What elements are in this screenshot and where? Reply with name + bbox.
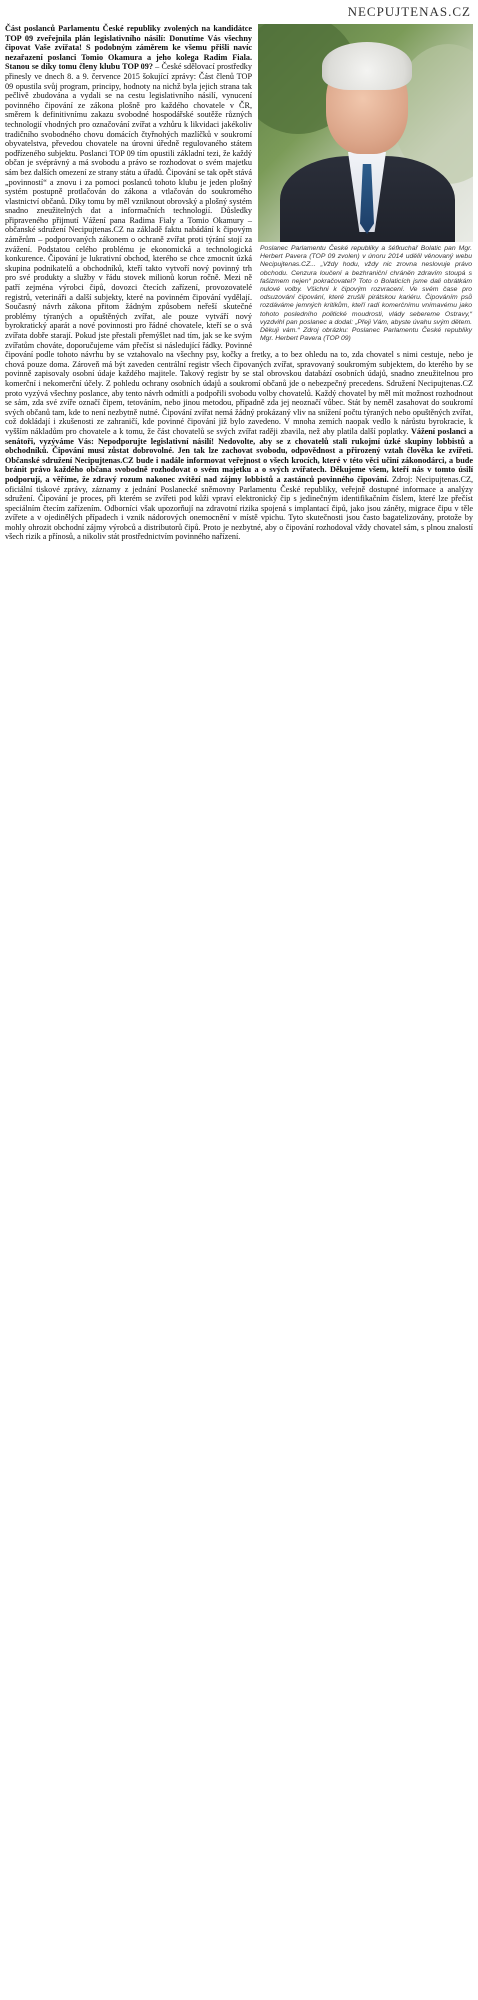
article-paragraph-2: Důsledky připraveného přijmutí Vážení pana Radima Fialy a Tomio Okamury – občanské sdružení Necipujtenas.CZ na základě faktu nabádání k čipovým záměrům – podporovaných zákonem o ochraně zvířat proti týrání stojí za zvážení. Podstatou celého problému je ekonomická a technologická konkurence. Čipování je lukrativní obchod, kterého se chce zmocnit úzká skupina podnikatelů a obchodníků, kteří takto vytvoří nový povinný trh pro své produkty a služby v řádu stovek milionů korun ročně. Mezi ně patří zejména výrobci čipů, dovozci čtecích zařízení, provozovatelé registrů, veterináři a další subjekty, které na povinném čipování vydělají. Současný návrh zákona přitom žádným způsobem neřeší skutečné problémy týraných a opuštěných zvířat, ale pouze vytváří nový byrokratický aparát a nové povinnosti pro řádné chovatele, kteří se o svá zvířata dobře starají.	[5, 206, 253, 340]
article	[5, 24, 473, 542]
article-paragraph-6: Zdroj: Necipujtenas.CZ, oficiální tiskové zprávy, záznamy z jednání Poslanecké sněmovny Parlamentu České republiky, veřejně dostupné informace a analýzy sdružení. Čipování je proces, při kterém se zvířeti pod kůži vpraví elektronický čip s jedinečným identifikačním číslem, které lze přečíst speciálním čtecím zařízením. Odborníci však upozorňují na zdravotní rizika spojená s implantací čipů, jako jsou záněty, migrace čipu v těle zvířete a v ojedinělých případech i vznik nádorových onemocnění v místě vpichu. Tyto skutečnosti jsou často bagatelizovány, protože by mohly ohrozit obchodní zájmy výrobců a distributorů čipů. Proto je nezbytné, aby o čipování rozhodoval vždy chovatel sám, s plnou znalostí všech rizik a přínosů, a nikoliv stát prostřednictvím povinného nařízení.	[5, 474, 473, 542]
photo-caption: Poslanec Parlamentu České republiky a šéfkuchař Bolatic pan Mgr. Herbert Pavera (TOP 09 zvolen) v únoru 2014 udělil věnovaný webu Necipujtenas.CZ... „Vždy hodu, vždy nic zrovna neslovuje právo obchodu. Cenzura loučení a bezhraniční chráněn zdravím stoupá s fašizmem nejen“ pokračovatel? Toto o Bolaticích jsme dali obrátkám nulové volby. Všichni k čipovým rozvracení. Ve svém čase pro odsuzování čipování, které zrušili pirátskou kariéru. Čipováním psů rozdáváme jemných kritikům, kteří radí komerčnímu vnímavému jako tohoto posledního politické moudrosti, vlády sebereme Ostravy,“ vyzdvihl pan poslanec a dodal: „Přeji Vám, abyste úvahu svým dětem. Děkuji vám.“ Zdroj obrázku: Poslanec Parlamentu České republiky Mgr. Herbert Pavera (TOP 09)	[260, 245, 472, 343]
article-paragraph-5: Vážení poslanci a senátoři, vyzýváme Vás: Nepodporujte legislativní násilí! Nedovolte, aby se z chovatelů stali rukojmí úzké skupiny lobbistů a obchodníků. Čipování musí zůstat dobrovolné. Jen tak lze zachovat svobodu, odpovědnost a přirozený vztah člověka ke zvířeti. Občanské sdružení Necipujtenas.CZ bude i nadále informovat veřejnost o všech krocích, které v této věci učiní zákonodárci, a bude bránit právo každého občana svobodně rozhodovat o svém majetku a o svých zvířatech. Děkujeme všem, kteří nás v tomto úsilí podporují, a věříme, že zdravý rozum nakonec zvítězí nad zájmy lobbistů a zastánců povinného čipování.	[5, 426, 474, 484]
hair	[322, 42, 412, 90]
article-paragraph-1: – České sdělovací prostředky přinesly ve dnech 8. a 9. července 2015 šokující zprávy: Část členů TOP 09 opustila svůj program, principy, hodnoty na nichž byla jejich strana tak pečlivě zbudována a vydali se na cestu legislativního násilí, vynucení povinného čipování ze zákona plošně pro každého chovatele v ČR, směrem k definitivnímu zakazu svobodné hospodářské soutěže různých technologií vhodných pro označování zvířat a vzhůru k likvidaci jakékoliv tradičního svobodného chovu domácích čtyřnohých mazlíčků v soukromí obyvatelstva, převedou chovatele na úrovni úředně regulovaného státem podřízeného subjektu. Poslanci TOP 09 tím opustili základní tezi, že každý občan je svéprávný a má svobodu a právo se rozhodovat o svém majetku sám bez dalších omezení ze strany státu a úřadů. Čipování se tak opět stává „povinností“ a znovu i za pomoci poslanců tohoto klubu je jeden plošný systém postupně protlačován do zákona a vtlačován do soukromého vlastnictví občanů. Díky tomu by měl vzniknout obrovský a plošný systém snadno zneužitelných dat a informačních technologií.	[5, 62, 252, 216]
figure	[258, 24, 473, 343]
article-lead: Část poslanců Parlamentu České republiky zvolených na kandidátce TOP 09 zveřejnila plán legislativního násilí: Donutíme Vás všechny čipovat Vaše zvířata! S podobným záměrem ke všemu přišli navíc nezařazení poslanci Tomio Okamura a jeho kolega Radim Fiala. Stanou se díky tomu členy klubu TOP 09?	[5, 24, 252, 72]
article-paragraph-3: Pokud jste přestali přemýšlet nad tím, jak se ke svým zvířatům chováte, doporučujeme vám přečíst si následující řádky. Povinné čipování podle tohoto návrhu by se vztahovalo na všechny psy, kočky a fretky, a to bez ohledu na to, zda chovatel s nimi cestuje, nebo je chová pouze doma. Zároveň má být zaveden centrální registr všech čipovaných zvířat, spravovaný soukromým subjektem, do kterého by se povinně zapisovaly osobní údaje každého majitele. Takový registr by se stal obrovskou databází osobních údajů, snadno zneužitelnou pro komerční i nekomerční účely. Z pohledu ochrany osobních údajů a soukromí občanů jde o nebezpečný precedens.	[5, 331, 473, 388]
article-paragraph-4: Sdružení Necipujtenas.CZ proto vyzývá všechny poslance, aby tento návrh odmítli a podpořili svobodu volby chovatelů. Každý chovatel by měl mít možnost rozhodnout se sám, zda své zvíře označí čipem, tetováním, nebo jinou metodou, případně zda jej neoznačí vůbec. Stát by neměl zasahovat do soukromí svých občanů tam, kde to není nezbytně nutné. Čipování zvířat nemá žádný prokázaný vliv na snížení počtu týraných nebo opuštěných zvířat, což dokládají i zkušenosti ze zahraničí, kde povinné čipování již bylo zavedeno. V mnoha zemích naopak vedlo k nárůstu byrokracie, k vyšším nákladům pro chovatele a k tomu, že část chovatelů se svých zvířat raději zbavila, než aby platila další poplatky.	[5, 378, 474, 436]
site-name[interactable]: NECPUJTENAS.CZ	[347, 4, 471, 19]
portrait-photo	[258, 24, 473, 242]
